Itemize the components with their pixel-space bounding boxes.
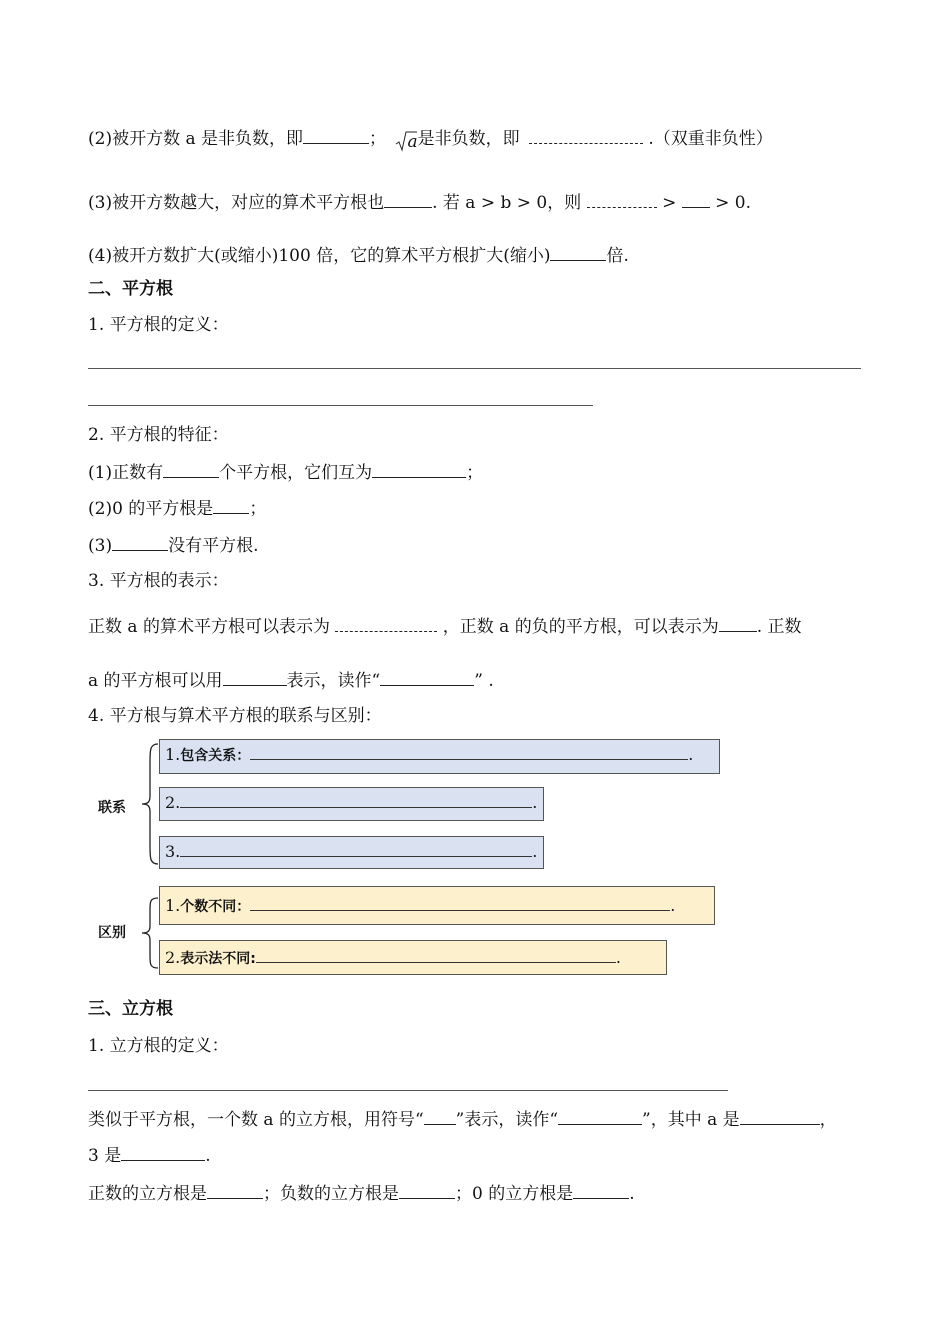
blank-nonnegative-a[interactable] xyxy=(303,126,369,144)
property-2-line: (2)被开方数 a 是非负数，即 ； a是非负数，即 .（双重非负性） xyxy=(88,119,773,150)
property-3-line: (3)被开方数越大，对应的算术平方根也 . 若 a > b > 0，则 > > 0. xyxy=(88,183,751,214)
answer-line-3[interactable] xyxy=(88,1090,728,1091)
relation-title: 4. 平方根与算术平方根的联系与区别： xyxy=(88,706,382,726)
feature-1-line: (1)正数有 个平方根，它们互为 ； xyxy=(88,460,483,484)
qubie-label: 区别 xyxy=(98,925,126,941)
blank-count-diff[interactable] xyxy=(250,892,670,911)
blank-positive-cube[interactable] xyxy=(207,1181,263,1199)
blank-arith-root[interactable] xyxy=(335,607,437,632)
blank-count[interactable] xyxy=(163,460,219,478)
cube-line-2: 3 是 . xyxy=(88,1143,211,1167)
lianxi-label: 联系 xyxy=(98,800,126,816)
blank-cube-symbol[interactable] xyxy=(424,1107,456,1125)
features-title: 2. 平方根的特征： xyxy=(88,425,229,445)
blank-notation-diff[interactable] xyxy=(256,944,616,963)
property-4-line: (4)被开方数扩大(或缩小)100 倍，它的算术平方根扩大(缩小) 倍. xyxy=(88,243,629,267)
blank-zero-root[interactable] xyxy=(213,496,249,514)
representation-line-1: 正数 a 的算术平方根可以表示为 ，正数 a 的负的平方根，可以表示为 . 正数 xyxy=(88,607,802,638)
blank-inclusion[interactable] xyxy=(250,741,688,760)
cube-line-1: 类似于平方根，一个数 a 的立方根，用符号“ ”表示，读作“ ”，其中 a 是 ， xyxy=(88,1107,837,1131)
lianxi-brace-icon xyxy=(138,742,160,866)
blank-lianxi-2[interactable] xyxy=(180,789,532,808)
feature-3-line: (3) 没有平方根. xyxy=(88,533,259,557)
blank-sqrt-a[interactable] xyxy=(587,183,657,208)
blank-relation[interactable] xyxy=(372,460,466,478)
blank-lianxi-3[interactable] xyxy=(180,838,532,857)
lianxi-box-2: 2. . xyxy=(159,787,544,821)
representation-line-2: a 的平方根可以用 表示，读作“ ” . xyxy=(88,668,494,692)
blank-radicand[interactable] xyxy=(740,1107,820,1125)
square-root-definition-title: 1. 平方根的定义： xyxy=(88,315,229,335)
qubie-box-2: 2.表示法不同: . xyxy=(159,940,667,975)
blank-neg-root[interactable] xyxy=(719,614,757,632)
blank-negative[interactable] xyxy=(112,533,168,551)
blank-cube-reading[interactable] xyxy=(558,1107,642,1125)
qubie-brace-icon xyxy=(138,896,160,970)
qubie-box-1: 1.个数不同： . xyxy=(159,886,715,925)
blank-negative-cube[interactable] xyxy=(399,1181,455,1199)
sqrt-a-symbol: a xyxy=(397,128,417,150)
cube-root-definition-title: 1. 立方根的定义： xyxy=(88,1036,229,1056)
lianxi-box-3: 3. . xyxy=(159,836,544,869)
section-3-title: 三、立方根 xyxy=(88,999,173,1019)
feature-2-line: (2)0 的平方根是 ； xyxy=(88,496,266,520)
blank-larger[interactable] xyxy=(384,190,432,208)
cube-line-3: 正数的立方根是 ；负数的立方根是 ；0 的立方根是 . xyxy=(88,1181,635,1205)
answer-line-2[interactable] xyxy=(88,405,593,406)
blank-index[interactable] xyxy=(121,1143,205,1161)
blank-times[interactable] xyxy=(550,243,606,261)
representation-title: 3. 平方根的表示： xyxy=(88,571,229,591)
section-2-title: 二、平方根 xyxy=(88,279,173,299)
blank-symbol[interactable] xyxy=(223,668,287,686)
blank-sqrt-nonnegative[interactable] xyxy=(529,119,643,144)
lianxi-box-1: 1.包含关系： . xyxy=(159,739,720,774)
blank-zero-cube[interactable] xyxy=(573,1181,629,1199)
blank-sqrt-b[interactable] xyxy=(682,190,710,208)
blank-reading[interactable] xyxy=(380,668,474,686)
answer-line-1[interactable] xyxy=(88,368,861,369)
